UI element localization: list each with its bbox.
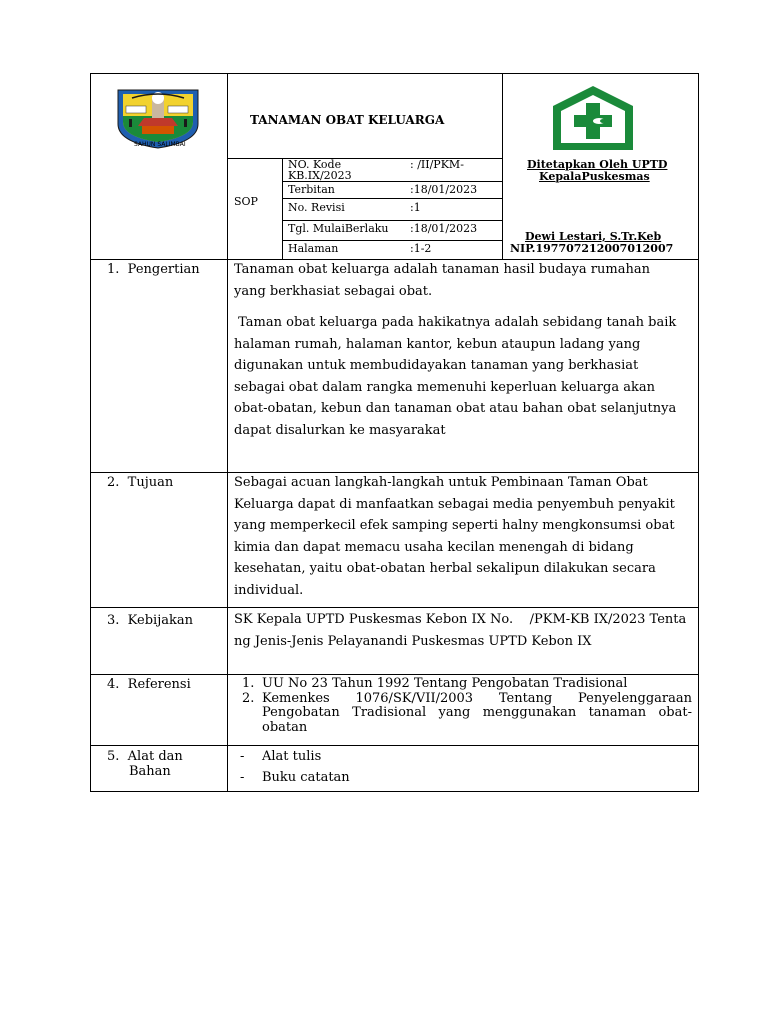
section-label-referensi: 4. Referensi <box>107 677 191 692</box>
referensi-list <box>242 677 692 735</box>
list-text: Kemenkes 1076/SK/VII/2003 Tentang Penyelenggaraan Pengobatan Tradisional yang menggunakan tanaman obat-obatan <box>262 690 692 735</box>
alat-bullet-1: - <box>240 749 245 764</box>
section-label-kebijakan: 3. Kebijakan <box>107 613 193 628</box>
tujuan-paragraph: Sebagai acuan langkah-langkah untuk Pembinaan Taman Obat Keluarga dapat di manfaatkan sebagai media penyembuh penyakit yang memperkecil efek samping seperti halny mengkonsumsi obat kimia dan dapat memacu usaha kecilan menengah di bidang kesehatan, yaitu obat-obatan herbal sekalipun dilakukan secara individual. <box>234 475 675 598</box>
logo-caption: SAHUN SALIMBAI <box>134 141 186 148</box>
meta-value-berlaku: :18/01/2023 <box>410 222 478 235</box>
list-number: 2. <box>242 690 255 706</box>
meta-value-revisi: :1 <box>410 201 421 214</box>
section-label-tujuan: 2. Tujuan <box>107 475 174 490</box>
kebijakan-paragraph: SK Kepala UPTD Puskesmas Kebon IX No. /PKM-KB IX/2023 Tentang Jenis-Jenis Pelayanandi Puskesmas UPTD Kebon IX <box>234 612 687 649</box>
section-label-alat: 5. Alat dan <box>107 749 183 764</box>
meta-label-berlaku: Tgl. MulaiBerlaku <box>288 222 389 235</box>
pengertian-paragraph-2: Taman obat keluarga pada hakikatnya adalah sebidang tanah baik halaman rumah, halaman kantor, kebun ataupun ladang yang digunakan untuk membudidayakan tanaman yang berkhasiat sebagai obat dalam rangka memenuhi keperluan keluarga akan obat-obatan, kebun dan tanaman obat atau bahan obat selanjutnya dapat disalurkan ke masyarakat <box>234 315 681 438</box>
puskesmas-logo <box>551 84 635 152</box>
approval-line2: KepalaPuskesmas <box>539 170 650 183</box>
list-item <box>242 677 692 692</box>
meta-value-kode-cont: KB.IX/2023 <box>288 169 352 182</box>
meta-label-revisi: No. Revisi <box>288 201 345 214</box>
approval-name: Dewi Lestari, S.Tr.Keb <box>525 230 662 243</box>
alat-item-2: Buku catatan <box>262 770 350 785</box>
approval-line1: Ditetapkan Oleh UPTD <box>527 158 668 171</box>
pengertian-paragraph-1: Tanaman obat keluarga adalah tanaman hasil budaya rumahan yang berkhasiat sebagai obat. <box>234 262 650 299</box>
meta-label-terbitan: Terbitan <box>288 183 335 196</box>
alat-item-1: Alat tulis <box>262 749 322 764</box>
section-label-bahan: Bahan <box>129 764 171 779</box>
meta-value-kode: : /II/PKM- <box>410 158 464 171</box>
meta-value-halaman: :1-2 <box>410 242 432 255</box>
document-title: TANAMAN OBAT KELUARGA <box>250 113 445 127</box>
section-label-pengertian: 1. Pengertian <box>107 262 200 277</box>
meta-label-kode: NO. Kode <box>288 158 342 171</box>
meta-value-terbitan: :18/01/2023 <box>410 183 478 196</box>
approval-nip: NIP.197707212007012007 <box>510 242 674 255</box>
meta-label-halaman: Halaman <box>288 242 339 255</box>
alat-bullet-2: - <box>240 770 245 785</box>
list-text: UU No 23 Tahun 1992 Tentang Pengobatan Tradisional <box>262 676 628 691</box>
sop-label: SOP <box>234 195 258 208</box>
list-item <box>242 692 692 736</box>
list-number: 1. <box>242 676 255 691</box>
